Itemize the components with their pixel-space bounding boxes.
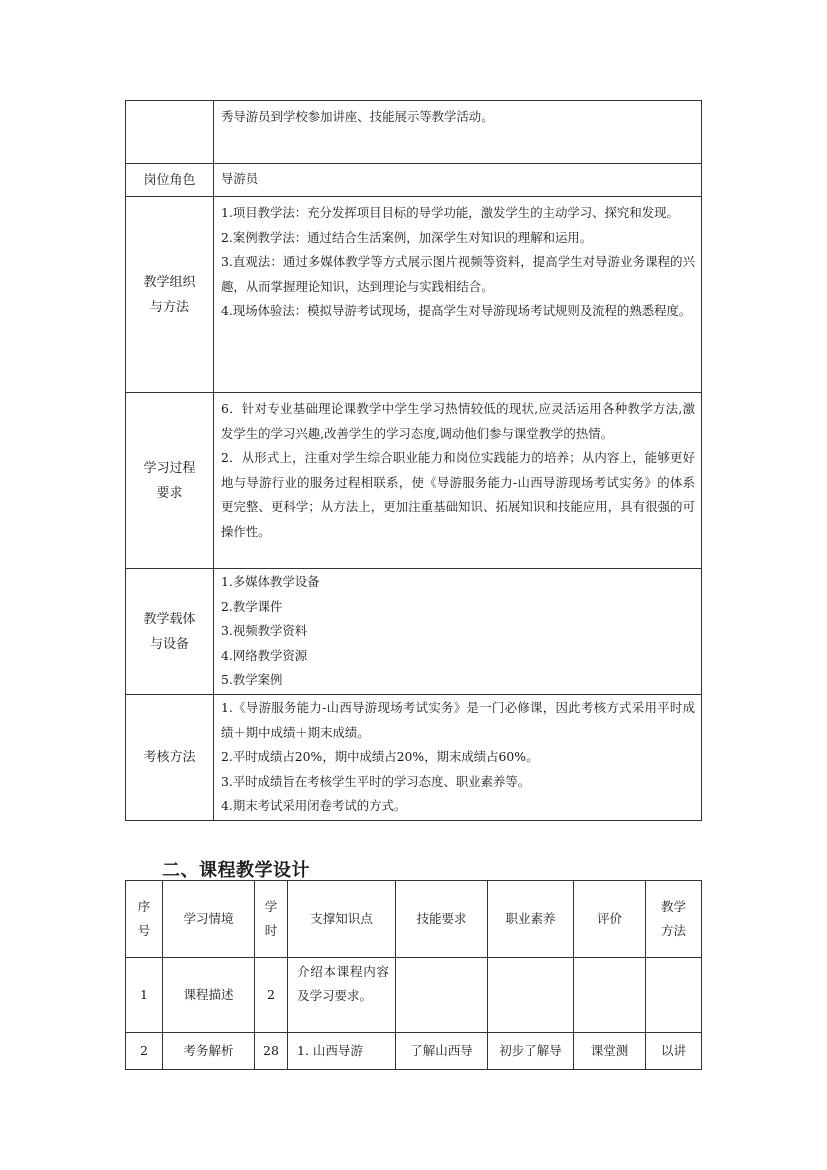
header-quality xyxy=(488,881,574,958)
header-text: 号 xyxy=(137,923,151,938)
label-text: 教学组织 xyxy=(143,274,196,290)
info-row-requirements xyxy=(126,393,702,569)
row-content xyxy=(214,164,702,197)
content-item: 3.平时成绩旨在考核学生平时的学习态度、职业素养等。 xyxy=(221,773,531,789)
content-item: 导游员 xyxy=(221,171,259,186)
header-text: 技能要求 xyxy=(416,911,467,926)
row-content xyxy=(214,101,702,164)
label-text: 岗位角色 xyxy=(143,172,196,188)
header-text: 方法 xyxy=(660,923,686,938)
course-design-table xyxy=(125,880,702,1070)
row-content xyxy=(214,197,702,393)
content-item: 1.《导游服务能力-山西导游现场考试实务》是一门必修课，因此考核方式采用平时成绩＋期中成绩＋期末成绩。 xyxy=(221,700,695,740)
header-knowledge xyxy=(288,881,396,958)
row-label xyxy=(126,393,214,569)
table-row xyxy=(126,958,702,1033)
cell-skills xyxy=(396,958,488,1033)
header-skills xyxy=(396,881,488,958)
row-label xyxy=(126,695,214,821)
cell-quality xyxy=(488,958,574,1033)
content-item: 5.教学案例 xyxy=(221,672,283,687)
table-header-row xyxy=(126,881,702,958)
header-text: 序 xyxy=(137,899,151,914)
label-text: 与方法 xyxy=(149,299,189,315)
content-item: 1.项目教学法：充分发挥项目目标的导学功能，激发学生的主动学习、探究和发现。 xyxy=(221,205,679,220)
content-item: 1.多媒体教学设备 xyxy=(221,574,320,589)
label-text: 学习过程 xyxy=(143,460,196,476)
content-item: 2．从形式上，注重对学生综合职业能力和岗位实践能力的培养；从内容上，能够更好地与导游行业的服务过程相联系，使《导游服务能力-山西导游现场考试实务》的体系更完整、更科学；从方法上，更加注重基础知识、拓展知识和技能应用，具有很强的可操作性。 xyxy=(221,450,695,539)
header-hours xyxy=(255,881,288,958)
cell-situation: 课程描述 xyxy=(163,958,255,1033)
content-item: 2.平时成绩占20%，期中成绩占20%，期末成绩占60%。 xyxy=(221,749,539,764)
content-item: 4.网络教学资源 xyxy=(221,647,308,663)
row-label xyxy=(126,569,214,695)
cell-no: 1 xyxy=(126,958,163,1033)
header-no xyxy=(126,881,163,958)
cell-method xyxy=(646,958,702,1033)
cell-hours: 2 xyxy=(255,958,288,1033)
cell-hours: 28 xyxy=(255,1033,288,1070)
info-row-methods xyxy=(126,197,702,393)
cell-no: 2 xyxy=(126,1033,163,1070)
label-text: 考核方法 xyxy=(143,750,196,765)
content-item: 2.案例教学法：通过结合生活案例，加深学生对知识的理解和运用。 xyxy=(221,229,593,245)
header-situation xyxy=(163,881,255,958)
section-heading: 二、课程教学设计 xyxy=(162,860,310,881)
info-row-equipment xyxy=(126,569,702,695)
label-text: 与设备 xyxy=(149,636,189,652)
cell-evaluation xyxy=(574,958,646,1033)
course-info-table xyxy=(125,100,702,821)
header-method xyxy=(646,881,702,958)
header-text: 学 xyxy=(264,899,278,914)
cell-quality: 初步了解导 xyxy=(488,1033,574,1070)
row-content xyxy=(214,695,702,821)
row-label xyxy=(126,164,214,197)
cell-method: 以讲 xyxy=(646,1033,702,1070)
header-text: 支撑知识点 xyxy=(310,911,373,926)
cell-skills: 了解山西导 xyxy=(396,1033,488,1070)
cell-knowledge: 介绍本课程内容及学习要求。 xyxy=(288,958,396,1033)
label-text: 要求 xyxy=(156,485,183,501)
content-item: 3.视频教学资料 xyxy=(221,623,308,638)
table-row xyxy=(126,1033,702,1070)
header-text: 时 xyxy=(264,923,278,938)
row-label xyxy=(126,101,214,164)
content-item: 3.直观法：通过多媒体教学等方式展示图片视频等资料，提高学生对导游业务课程的兴趣，从而掌握理论知识，达到理论与实践相结合。 xyxy=(221,254,695,294)
cell-situation: 考务解析 xyxy=(163,1033,255,1070)
cell-knowledge: 1. 山西导游 xyxy=(288,1033,396,1070)
info-row-assessment xyxy=(126,695,702,821)
header-evaluation xyxy=(574,881,646,958)
header-text: 职业素养 xyxy=(505,911,556,926)
content-item: 4.期末考试采用闭卷考试的方式。 xyxy=(221,798,407,813)
header-text: 学习情境 xyxy=(183,911,234,926)
cell-evaluation: 课堂测 xyxy=(574,1033,646,1070)
row-label xyxy=(126,197,214,393)
row-content xyxy=(214,393,702,569)
content-item: 4.现场体验法：模拟导游考试现场，提高学生对导游现场考试规则及流程的熟悉程度。 xyxy=(221,303,692,318)
content-item: 秀导游员到学校参加讲座、技能展示等教学活动。 xyxy=(221,109,494,124)
label-text: 教学载体 xyxy=(143,611,196,627)
header-text: 教学 xyxy=(660,899,686,914)
content-item: 6．针对专业基础理论课教学中学生学习热情较低的现状,应灵活运用各种教学方法,激发学生的学习兴趣,改善学生的学习态度,调动他们参与课堂教学的热情。 xyxy=(221,401,695,441)
info-row xyxy=(126,101,702,164)
info-row-role xyxy=(126,164,702,197)
content-item: 2.教学课件 xyxy=(221,598,283,614)
header-text: 评价 xyxy=(596,911,622,926)
row-content xyxy=(214,569,702,695)
